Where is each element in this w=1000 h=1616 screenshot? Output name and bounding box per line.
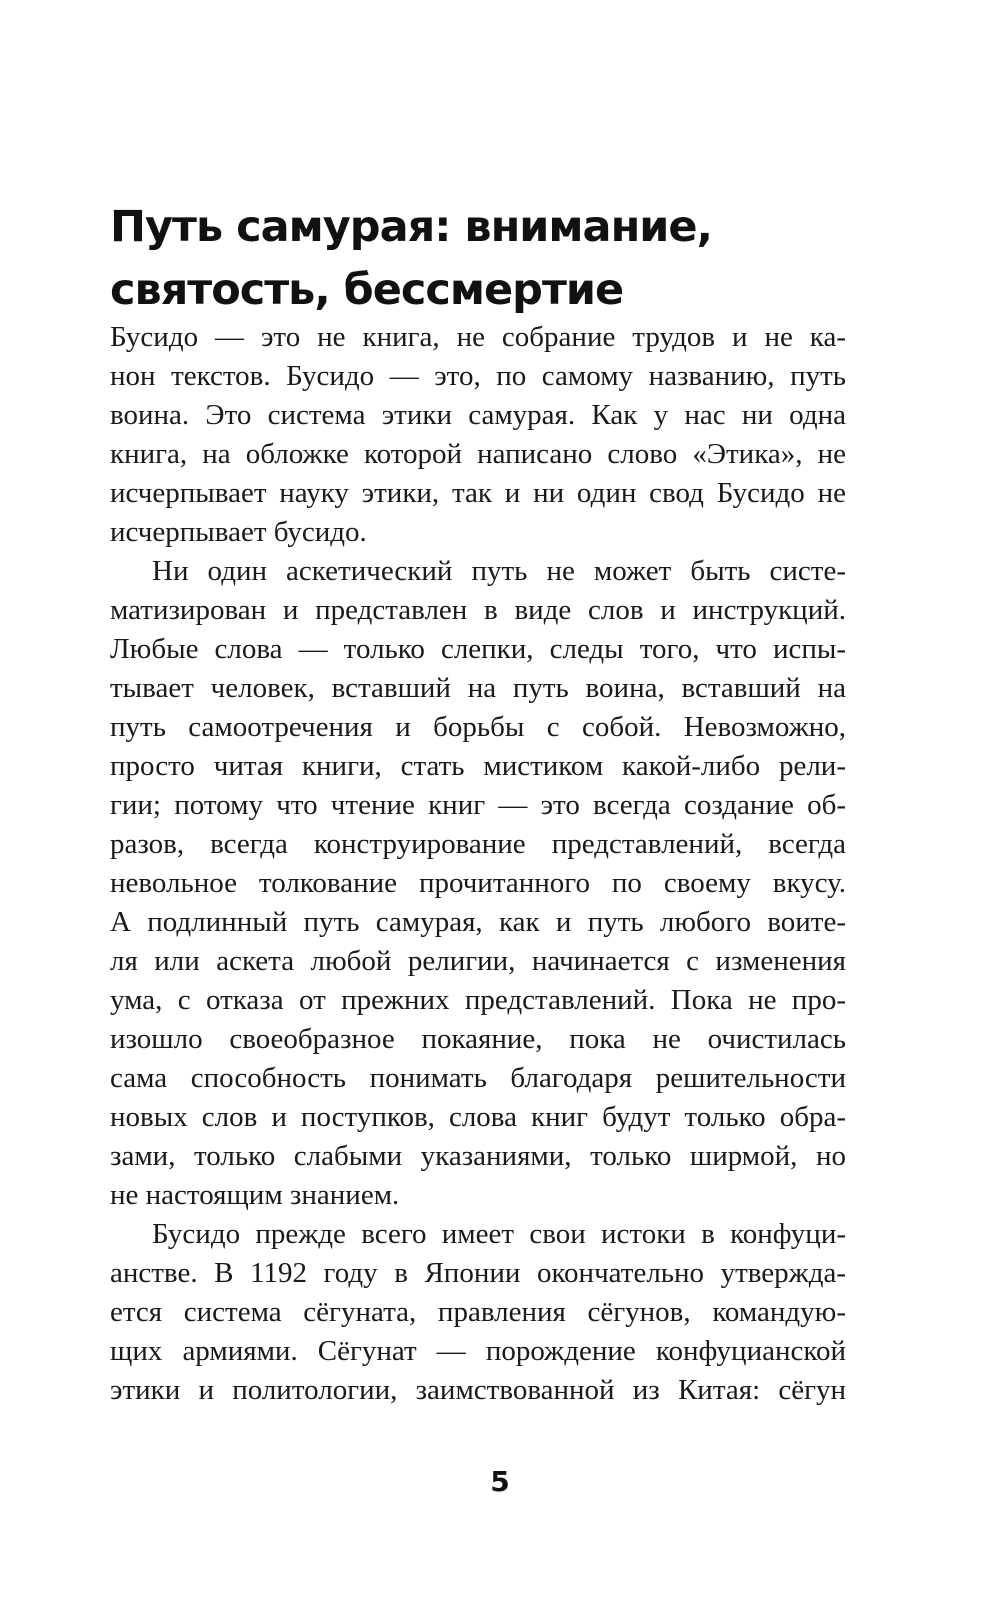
text-line: Любые слова — только слепки, следы того, что испы- [110,633,846,665]
page-number: 5 [490,1465,510,1498]
paragraph-1 [110,318,846,552]
text-line: зами, только слабыми указаниями, только ширмой, но [110,1140,846,1172]
text-line: исчерпывает бусидо. [110,516,367,548]
text-line: ля или аскета любой религии, начинается с изменения [110,945,846,977]
text-line: новых слов и поступков, слова книг будут только обра- [110,1101,846,1133]
text-line: ется система сёгуната, правления сёгунов, командую- [110,1296,846,1328]
text-line: этики и политологии, заимствованной из Китая: сёгун [110,1374,846,1406]
text-line: просто читая книги, стать мистиком какой-либо рели- [110,750,846,782]
paragraph-3 [110,1215,846,1410]
text-line: А подлинный путь самурая, как и путь любого воите- [110,906,846,938]
text-line: щих армиями. Сёгунат — порождение конфуцианской [110,1335,846,1367]
body-text [110,318,846,1410]
text-line: гии; потому что чтение книг — это всегда создание об- [110,789,846,821]
text-line: книга, на обложке которой написано слово «Этика», не [110,438,846,470]
text-line: Бусидо прежде всего имеет свои истоки в конфуци- [152,1218,846,1250]
text-line: невольное толкование прочитанного по своему вкусу. [110,867,846,899]
text-line: тывает человек, вставший на путь воина, вставший на [110,672,846,704]
chapter-heading-line-1: Путь самурая: внимание, [110,202,712,252]
text-line: изошло своеобразное покаяние, пока не очистилась [110,1023,846,1055]
text-line: нон текстов. Бусидо — это, по самому названию, путь [110,360,846,392]
text-line: матизирован и представлен в виде слов и инструкций. [110,594,846,626]
text-line: разов, всегда конструирование представлений, всегда [110,828,846,860]
text-line: анстве. В 1192 году в Японии окончательно утвержда- [110,1257,846,1289]
text-line: не настоящим знанием. [110,1179,400,1211]
chapter-heading-line-2: святость, бессмертие [110,265,624,315]
text-line: сама способность понимать благодаря решительности [110,1062,846,1094]
paragraph-2 [110,552,846,1215]
text-line: исчерпывает науку этики, так и ни один свод Бусидо не [110,477,846,509]
chapter-heading [110,196,870,322]
text-line: Ни один аскетический путь не может быть систе- [152,555,846,587]
text-line: воина. Это система этики самурая. Как у нас ни одна [110,399,846,431]
text-line: ума, с отказа от прежних представлений. Пока не про- [110,984,846,1016]
text-line: Бусидо — это не книга, не собрание трудов и не ка- [110,321,846,353]
text-line: путь самоотречения и борьбы с собой. Невозможно, [110,711,846,743]
